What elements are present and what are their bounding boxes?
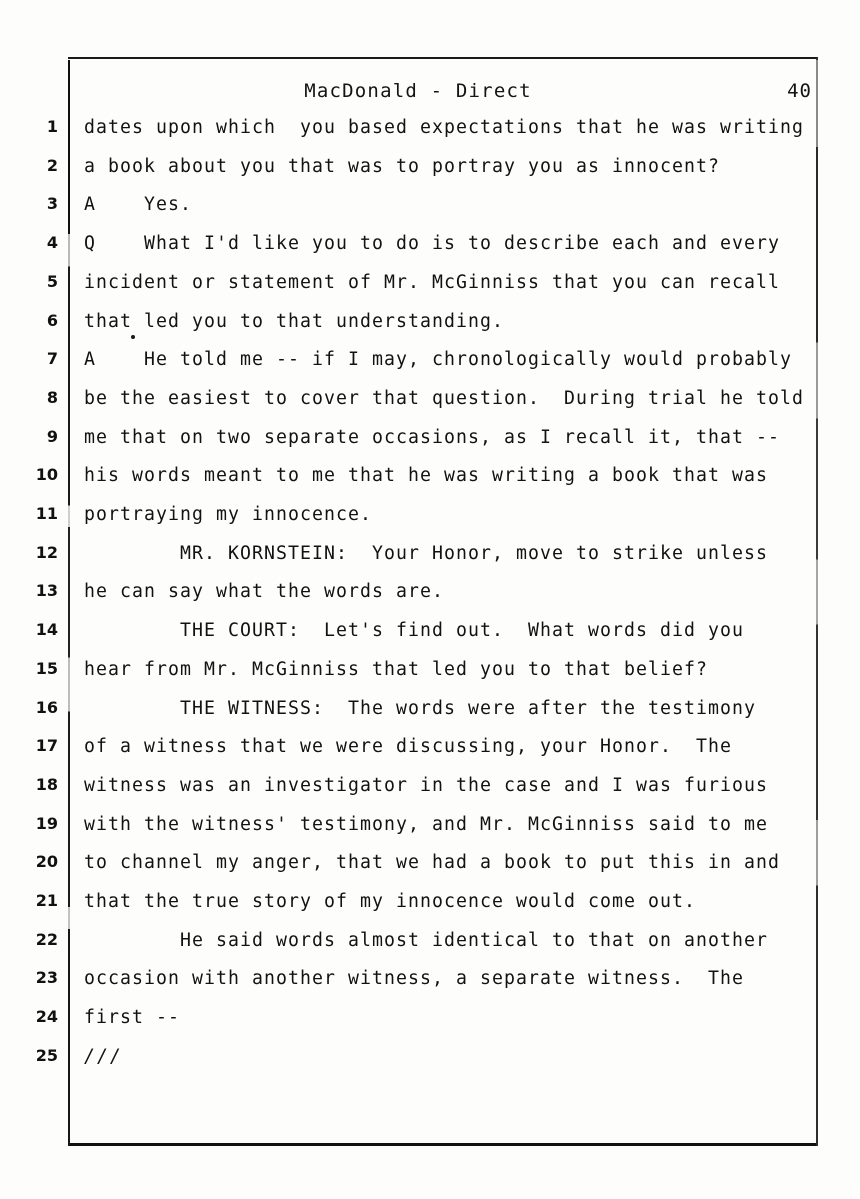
transcript-line	[0, 233, 860, 267]
line-number: 7	[46, 349, 58, 369]
line-number: 15	[35, 658, 58, 678]
line-number: 10	[35, 465, 58, 485]
transcript-line	[0, 1007, 860, 1041]
transcript-line	[0, 581, 860, 615]
line-text: witness was an investigator in the case and I was furious	[84, 774, 768, 796]
transcript-line	[0, 930, 860, 964]
transcript-line	[0, 194, 860, 228]
line-text: his words meant to me that he was writing a book that was	[84, 465, 768, 487]
transcript-line	[0, 698, 860, 732]
line-number: 21	[35, 891, 58, 910]
line-text: THE COURT: Let's find out. What words did you	[84, 620, 744, 642]
transcript-line	[0, 891, 860, 925]
page-number: 40	[787, 80, 812, 102]
line-number: 24	[35, 1007, 58, 1027]
line-number: 13	[35, 581, 58, 601]
transcript-line	[0, 659, 860, 693]
line-text: portraying my innocence.	[84, 504, 372, 525]
transcript-line	[0, 388, 860, 422]
line-text: he can say what the words are.	[84, 581, 444, 603]
line-number: 6	[46, 310, 58, 330]
line-number: 8	[46, 387, 58, 407]
line-number: 16	[35, 697, 58, 717]
line-text: THE WITNESS: The words were after the testimony	[84, 697, 756, 719]
line-text: Q What I'd like you to do is to describe each and every	[84, 233, 780, 255]
line-text: He said words almost identical to that on another	[84, 929, 768, 951]
line-number: 20	[35, 852, 58, 872]
line-number: 14	[35, 620, 58, 640]
transcript-line	[0, 349, 860, 383]
line-number: 1	[46, 117, 58, 136]
transcript-line	[0, 775, 860, 809]
transcript-line	[0, 968, 860, 1002]
transcript-line	[0, 1046, 860, 1080]
line-number: 9	[46, 426, 58, 446]
line-number: 22	[35, 929, 58, 949]
transcript-line	[0, 272, 860, 306]
line-number: 3	[46, 194, 58, 214]
line-text: that the true story of my innocence would come out.	[84, 891, 696, 912]
line-text: occasion with another witness, a separate witness. The	[84, 968, 744, 990]
transcript-line	[0, 427, 860, 461]
line-text: to channel my anger, that we had a book to put this in and	[84, 852, 780, 874]
line-number: 25	[35, 1045, 58, 1065]
line-number: 2	[46, 155, 58, 175]
transcript-line	[0, 620, 860, 654]
transcript-line	[0, 311, 860, 345]
transcript-line	[0, 543, 860, 577]
line-text: A He told me -- if I may, chronologically would probably	[84, 349, 792, 371]
page-header	[68, 80, 818, 106]
line-text: ///	[84, 1045, 123, 1067]
line-number: 19	[35, 813, 58, 833]
transcript-line	[0, 736, 860, 770]
line-text: hear from Mr. McGinniss that led you to that belief?	[84, 658, 708, 680]
line-text: A Yes.	[84, 194, 192, 216]
transcript-line	[0, 465, 860, 499]
transcript-line	[0, 852, 860, 886]
line-text: a book about you that was to portray you as innocent?	[84, 155, 720, 177]
line-text: me that on two separate occasions, as I recall it, that --	[84, 426, 780, 448]
line-number: 4	[46, 233, 58, 253]
line-text: dates upon which you based expectations that he was writing	[84, 117, 804, 138]
transcript-line	[0, 156, 860, 190]
line-text: MR. KORNSTEIN: Your Honor, move to strike unless	[84, 542, 768, 564]
line-number: 18	[35, 774, 58, 794]
transcript-line	[0, 504, 860, 538]
line-number: 17	[35, 736, 58, 756]
line-text: be the easiest to cover that question. During trial he told	[84, 387, 804, 409]
line-text: first --	[84, 1007, 180, 1029]
line-number: 23	[35, 968, 58, 988]
transcript-caption: MacDonald - Direct	[304, 80, 532, 102]
line-text: incident or statement of Mr. McGinniss that you can recall	[84, 271, 780, 293]
line-number: 5	[46, 271, 58, 291]
line-text: that led you to that understanding.	[84, 310, 504, 332]
line-text: of a witness that we were discussing, your Honor. The	[84, 736, 732, 758]
transcript-line	[0, 117, 860, 151]
line-number: 12	[35, 542, 58, 562]
line-text: with the witness' testimony, and Mr. McGinniss said to me	[84, 813, 768, 835]
line-number: 11	[35, 504, 58, 523]
transcript-line	[0, 814, 860, 848]
